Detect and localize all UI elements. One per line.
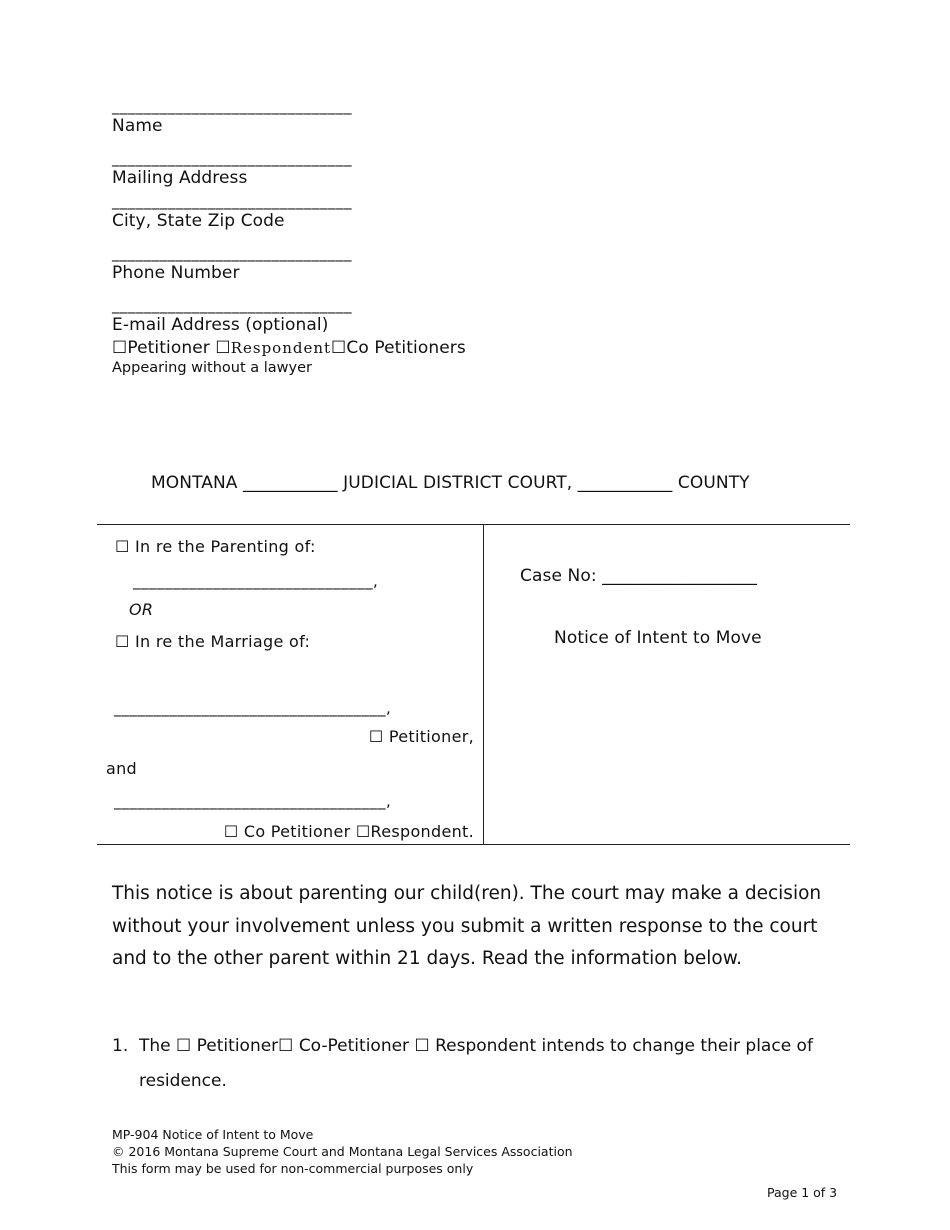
co-petitioners-label: Co Petitioners: [346, 338, 466, 358]
party1-role[interactable]: ☐ Petitioner,: [368, 727, 474, 746]
notice-paragraph: This notice is about parenting our child(ren). The court may make a decision without your involvement unless you submit a written response to the court and to the other parent within 21 days. Read the information below.: [112, 883, 822, 969]
respondent-checkbox[interactable]: ☐: [215, 338, 231, 358]
appearing-note: Appearing without a lawyer: [112, 360, 312, 376]
and-label: and: [106, 759, 138, 778]
or-label: OR: [129, 600, 154, 619]
parenting-option[interactable]: ☐ In re the Parenting of:: [115, 537, 316, 556]
court-heading: MONTANA ___________ JUDICIAL DISTRICT COURT, ___________ COUNTY: [151, 473, 750, 493]
city-blank[interactable]: ______________________________: [112, 192, 352, 210]
item-text-line2: residence.: [139, 1071, 227, 1091]
party1-name-blank[interactable]: __________________________________,: [114, 699, 392, 717]
co-petitioners-checkbox[interactable]: ☐: [331, 338, 347, 358]
party2-name-blank[interactable]: __________________________________,: [114, 792, 392, 810]
party2-role[interactable]: ☐ Co Petitioner ☐Respondent.: [223, 822, 474, 841]
parenting-name-blank[interactable]: ______________________________,: [133, 572, 379, 590]
item-text-line1: The ☐ Petitioner☐ Co-Petitioner ☐ Respondent intends to change their place of: [139, 1036, 813, 1056]
caption-divider: [483, 524, 484, 844]
marriage-option[interactable]: ☐ In re the Marriage of:: [115, 632, 311, 651]
name-blank[interactable]: ______________________________: [112, 97, 352, 115]
copyright-notice: © 2016 Montana Supreme Court and Montana Legal Services Association: [112, 1144, 573, 1159]
petitioner-checkbox[interactable]: ☐: [112, 338, 128, 358]
email-blank[interactable]: ______________________________: [112, 296, 352, 314]
petitioner-label: Petitioner: [127, 338, 216, 358]
city-label: City, State Zip Code: [112, 211, 285, 231]
caption-bottom-rule: [97, 844, 850, 845]
page-number: Page 1 of 3: [767, 1185, 838, 1200]
phone-blank[interactable]: ______________________________: [112, 244, 352, 262]
case-number[interactable]: Case No: __________________: [520, 566, 757, 586]
name-label: Name: [112, 116, 163, 136]
phone-label: Phone Number: [112, 263, 240, 283]
role-selector: [112, 338, 466, 358]
mailing-blank[interactable]: ______________________________: [112, 149, 352, 167]
item-number: 1.: [112, 1036, 129, 1056]
respondent-label: Respondent: [230, 339, 332, 357]
mailing-label: Mailing Address: [112, 168, 248, 188]
form-id: MP-904 Notice of Intent to Move: [112, 1127, 314, 1142]
caption-top-rule: [97, 524, 850, 525]
email-label: E-mail Address (optional): [112, 315, 329, 335]
document-title: Notice of Intent to Move: [554, 628, 762, 648]
usage-notice: This form may be used for non-commercial purposes only: [112, 1161, 474, 1176]
